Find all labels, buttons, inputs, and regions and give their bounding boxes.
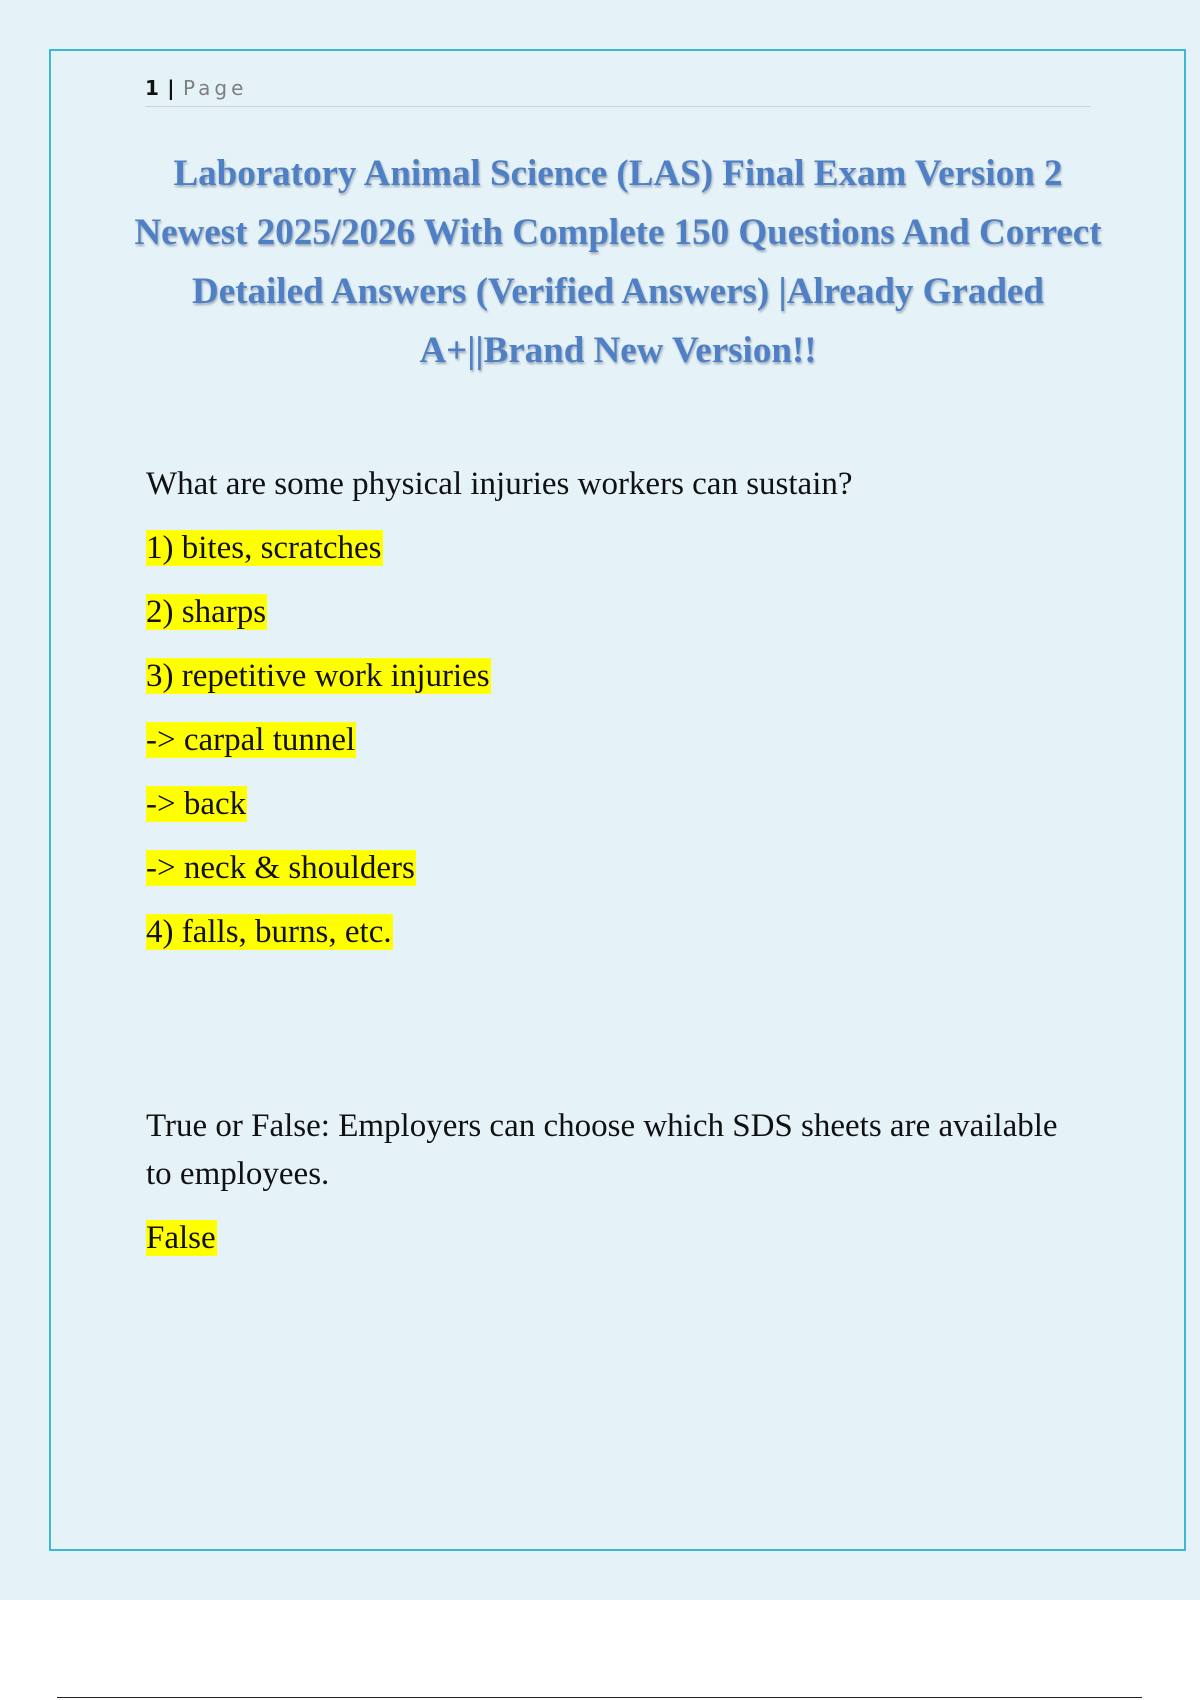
answer-line <box>146 588 1086 636</box>
highlighted-answer: -> back <box>146 786 247 822</box>
answer-line <box>146 1214 1086 1262</box>
highlighted-answer: 3) repetitive work injuries <box>146 658 490 694</box>
highlighted-answer: 2) sharps <box>146 594 267 630</box>
footer-divider <box>57 1697 1142 1698</box>
highlighted-answer: 1) bites, scratches <box>146 530 382 566</box>
answer-line <box>146 780 1086 828</box>
qa-item <box>146 460 1086 956</box>
answer-line <box>146 652 1086 700</box>
answer-line <box>146 844 1086 892</box>
document-title: Laboratory Animal Science (LAS) Final Exam Version 2 Newest 2025/2026 With Complete 150 Questions And Correct Detailed Answers (Verified Answers) |Already Graded A+||Brand New Version!! <box>134 153 1102 371</box>
highlighted-answer: -> carpal tunnel <box>146 722 356 758</box>
question-text: True or False: Employers can choose which SDS sheets are available to employees. <box>146 1108 1058 1192</box>
page-header-separator: | <box>167 76 175 100</box>
highlighted-answer: -> neck & shoulders <box>146 850 415 886</box>
highlighted-answer: 4) falls, burns, etc. <box>146 914 392 950</box>
qa-item <box>146 1102 1086 1262</box>
answer-line <box>146 524 1086 572</box>
page-header-label: Page <box>182 76 248 100</box>
page-number: 1 <box>145 76 159 100</box>
qa-content <box>146 460 1086 1262</box>
page-header <box>145 72 1091 107</box>
answer-line <box>146 716 1086 764</box>
highlighted-answer: False <box>146 1220 216 1256</box>
question-text: What are some physical injuries workers can sustain? <box>146 466 853 502</box>
answer-line <box>146 908 1086 956</box>
